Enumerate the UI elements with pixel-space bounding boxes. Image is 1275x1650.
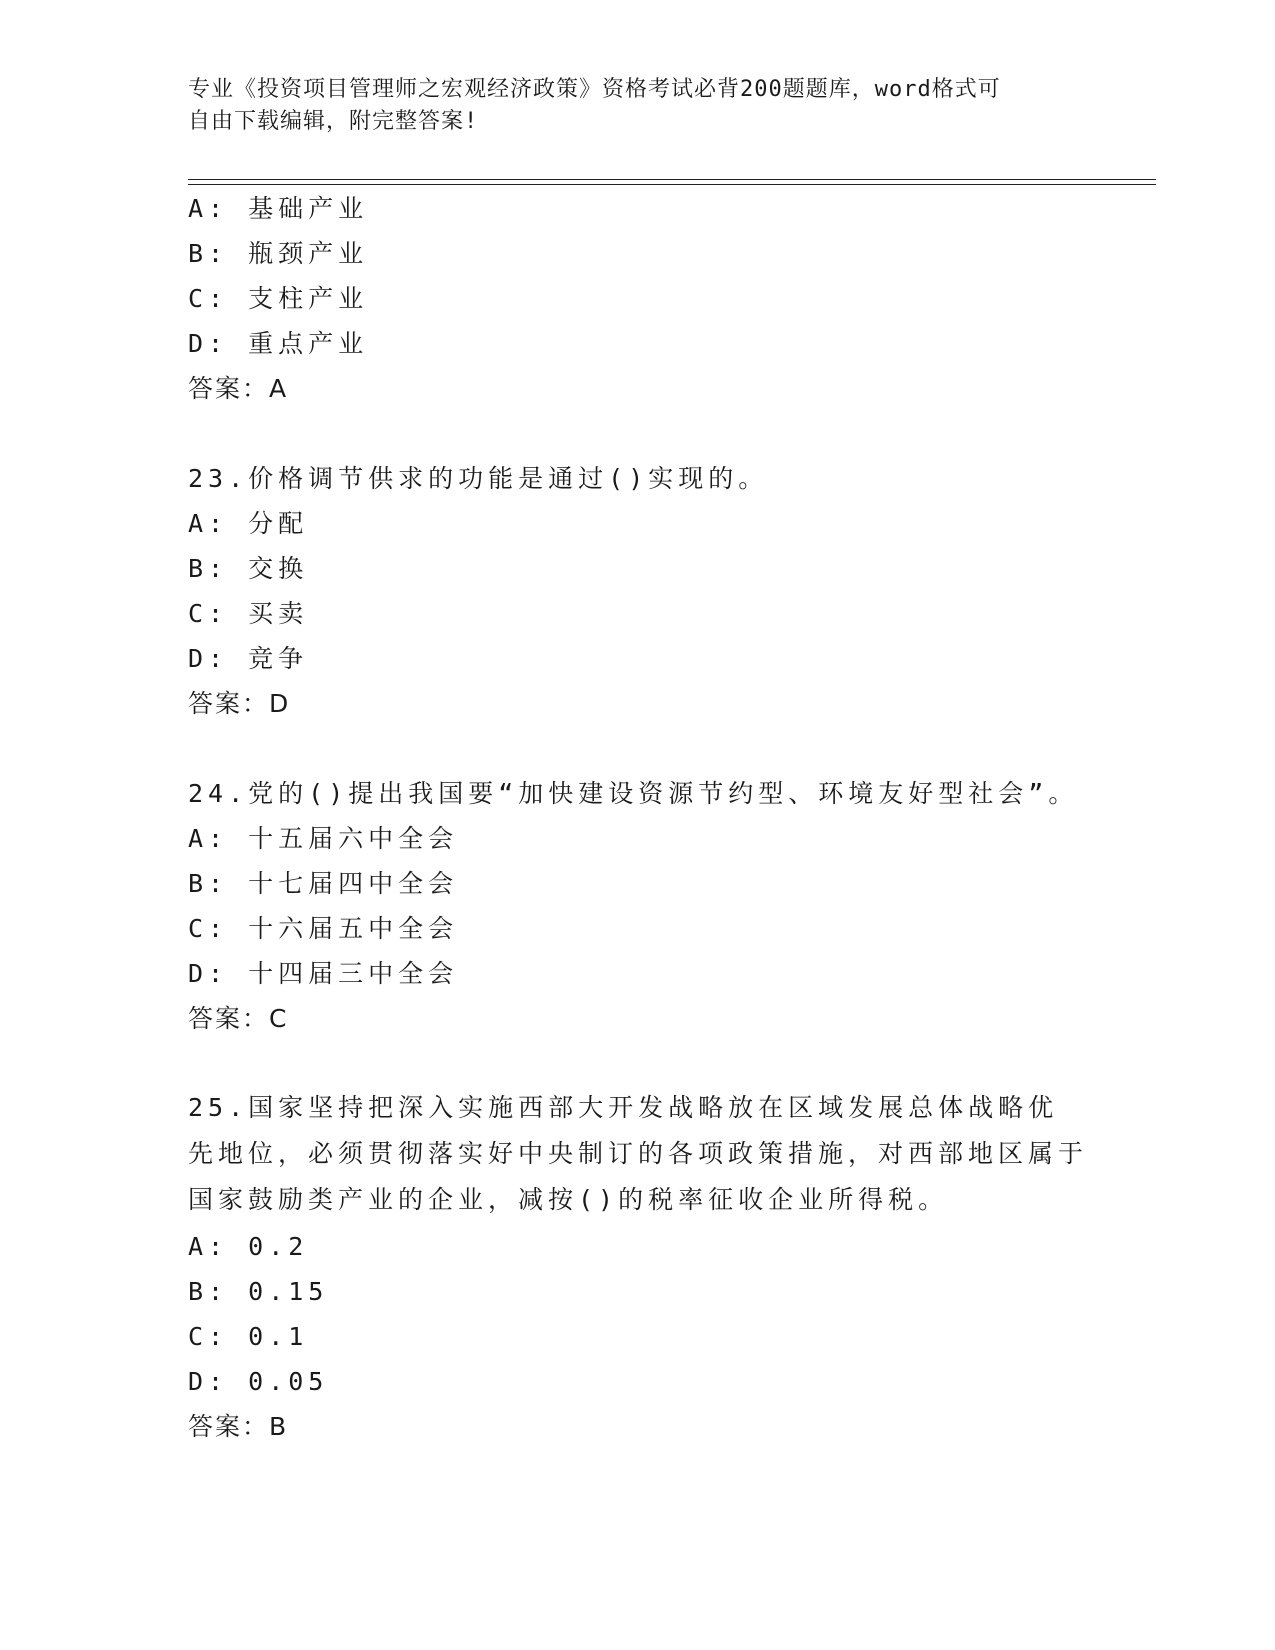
q25-option-b: B: 0.15 [188,1277,329,1306]
q22-option-a: A: 基础产业 [188,194,369,223]
q22-option-b: B: 瓶颈产业 [188,239,369,268]
q24-answer: 答案：C [188,1004,289,1033]
q24-option-a: A: 十五届六中全会 [188,824,459,853]
header-line-1: 专业《投资项目管理师之宏观经济政策》资格考试必背200题题库，word格式可 [188,77,1001,102]
q23-option-a: A: 分配 [188,509,309,538]
q25-answer: 答案：B [188,1412,289,1441]
header-line-2: 自由下载编辑，附完整答案! [188,109,479,134]
q22-option-c: C: 支柱产业 [188,284,369,313]
q25-stem: 25.国家坚持把深入实施西部大开发战略放在区域发展总体战略优先地位，必须贯彻落实好中央制订的各项政策措施，对西部地区属于国家鼓励类产业的企业，减按()的税率征收企业所得税。 [188,1093,1089,1214]
q25-option-d: D: 0.05 [188,1367,329,1396]
q23-option-c: C: 买卖 [188,599,309,628]
q23-option-b: B: 交换 [188,554,309,583]
q25-option-a: A: 0.2 [188,1232,309,1261]
q25-option-c: C: 0.1 [188,1322,309,1351]
q24-option-c: C: 十六届五中全会 [188,914,459,943]
q22-answer: 答案：A [188,374,289,403]
q23-stem: 23.价格调节供求的功能是通过()实现的。 [188,464,769,493]
q24-option-d: D: 十四届三中全会 [188,959,459,988]
header-rule-bottom [188,184,1156,185]
q22-option-d: D: 重点产业 [188,329,369,358]
q24-stem: 24.党的()提出我国要“加快建设资源节约型、环境友好型社会”。 [188,779,1079,808]
document-header [188,74,1068,138]
q23-answer: 答案：D [188,689,291,718]
q23-option-d: D: 竞争 [188,644,309,673]
header-rule-top [188,179,1156,180]
q24-option-b: B: 十七届四中全会 [188,869,459,898]
